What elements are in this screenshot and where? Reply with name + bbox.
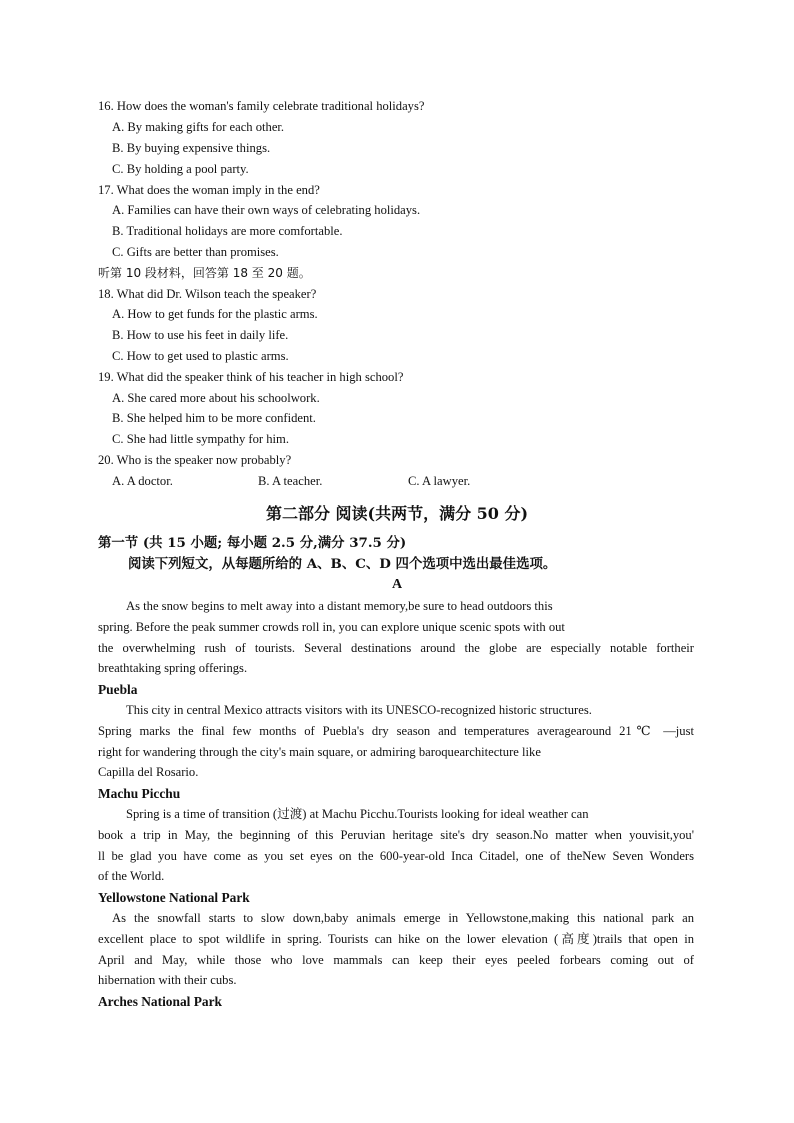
q18-option-b: B. How to use his feet in daily life. (112, 328, 289, 342)
q19-option-b: B. She helped him to be more confident. (112, 411, 316, 425)
yellowstone-line: As the snowfall starts to slow down,baby animals emerge in Yellowstone,making this national park an (112, 911, 694, 925)
q17-option-a: A. Families can have their own ways of celebrating holidays. (112, 203, 421, 217)
puebla-line: Capilla del Rosario. (98, 765, 199, 780)
intro-line: As the snow begins to melt away into a distant memory,be sure to head outdoors this (126, 599, 553, 613)
yellowstone-line: hibernation with their cubs. (98, 973, 237, 988)
puebla-line: right for wandering through the city's main square, or admiring baroquearchitecture like (98, 744, 541, 759)
part-title: 第二部分 阅读(共两节，满分 50 分) (265, 504, 529, 523)
q16-option-c: C. By holding a pool party. (112, 162, 249, 176)
question-19: 19. What did the speaker think of his teacher in high school? (98, 370, 404, 384)
section-title: 第一节 (共 15 小题; 每小题 2.5 分,满分 37.5 分) (98, 535, 407, 551)
machu-picchu-paragraph (98, 804, 694, 887)
intro-line: spring. Before the peak summer crowds roll in, you can explore unique scenic spots with out (98, 619, 565, 634)
q16-option-a: A. By making gifts for each other. (112, 120, 285, 134)
place-heading-arches: Arches National Park (98, 994, 222, 1009)
q20-option-b: B. A teacher. (258, 474, 323, 488)
q18-option-c: C. How to get used to plastic arms. (112, 349, 289, 363)
q16-option-b: B. By buying expensive things. (112, 141, 271, 155)
q17-option-b: B. Traditional holidays are more comfortable. (112, 224, 343, 238)
question-20: 20. Who is the speaker now probably? (98, 453, 292, 467)
q19-option-a: A. She cared more about his schoolwork. (112, 391, 320, 405)
machu-picchu-line: of the World. (98, 869, 165, 884)
intro-line: breathtaking spring offerings. (98, 661, 248, 676)
question-18: 18. What did Dr. Wilson teach the speaker? (98, 287, 317, 301)
question-16: 16. How does the woman's family celebrate traditional holidays? (98, 99, 425, 113)
yellowstone-line: April and May, while those who love mammals can keep their eyes peeled forbears coming out of (98, 952, 694, 967)
machu-picchu-line: book a trip in May, the beginning of this Peruvian heritage site's dry season.No matter when youvisit,you' (98, 827, 694, 842)
intro-line: the overwhelming rush of tourists. Several destinations around the globe are especially notable fortheir (98, 640, 694, 655)
question-17: 17. What does the woman imply in the end? (98, 183, 320, 197)
passage-label: A (391, 577, 403, 592)
yellowstone-paragraph (98, 908, 694, 991)
q20-option-c: C. A lawyer. (408, 474, 471, 488)
place-heading-puebla: Puebla (98, 682, 138, 697)
intro-paragraph (98, 596, 694, 679)
machu-picchu-line: Spring is a time of transition (过渡) at Machu Picchu.Tourists looking for ideal weather can (126, 807, 589, 821)
machu-picchu-line: ll be glad you have come as you set eyes on the 600-year-old Inca Citadel, one of theNew Seven Wonders (98, 848, 694, 863)
place-heading-machu-picchu: Machu Picchu (98, 786, 181, 801)
reading-instruction: 阅读下列短文，从每题所给的 A、B、C、D 四个选项中选出最佳选项。 (128, 556, 557, 572)
q19-option-c: C. She had little sympathy for him. (112, 432, 289, 446)
puebla-line: This city in central Mexico attracts visitors with its UNESCO-recognized historic structures. (126, 703, 592, 717)
yellowstone-line: excellent place to spot wildlife in spring. Tourists can hike on the lower elevation (高度)trails that open in (98, 931, 694, 946)
q18-option-a: A. How to get funds for the plastic arms. (112, 307, 318, 321)
place-heading-yellowstone: Yellowstone National Park (98, 890, 250, 905)
puebla-line: Spring marks the final few months of Puebla's dry season and temperatures averagearound 21℃ —just (98, 723, 694, 738)
puebla-paragraph (98, 700, 694, 783)
section-note: 听第 10 段材料，回答第 18 至 20 题。 (98, 266, 311, 280)
q20-option-a: A. A doctor. (112, 474, 173, 488)
q17-option-c: C. Gifts are better than promises. (112, 245, 279, 259)
